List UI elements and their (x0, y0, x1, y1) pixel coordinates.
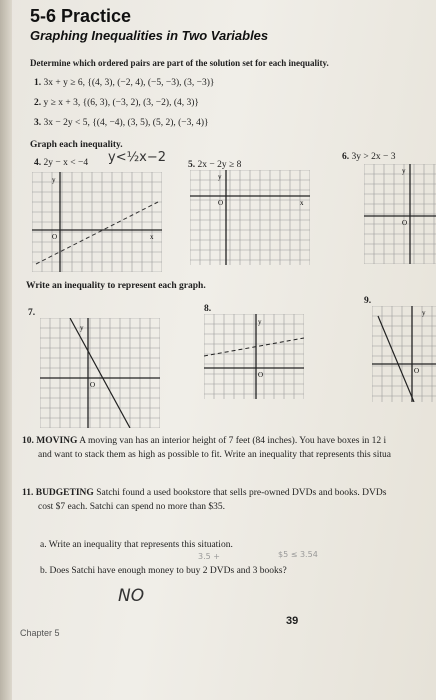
origin-label: O (402, 219, 408, 227)
y-axis-label: y (52, 176, 56, 184)
problem-10-line-2: and want to stack them as high as possible to fit. Write an inequality that represents this situa (38, 450, 391, 460)
problem-heading: MOVING (36, 436, 78, 446)
exercise-text: 3y > 2x − 3 (351, 152, 396, 162)
origin-label: O (258, 371, 264, 379)
page-number: 39 (286, 615, 299, 627)
section1-instruction: Determine which ordered pairs are part of the solution set for each inequality. (30, 58, 329, 68)
exercise-6 (342, 152, 395, 162)
exercise-text: 2x − 2y ≥ 8 (197, 160, 242, 170)
graph-5 (190, 170, 310, 265)
problem-10-line-1 (22, 436, 386, 446)
exercise-7-number: 7. (28, 308, 36, 318)
exercise-text: 3x + y ≥ 6, {(4, 3), (−2, 4), (−5, −3), (3, −3)} (43, 78, 215, 88)
exercise-text: y ≥ x + 3, {(6, 3), (−3, 2), (3, −2), (4, 3)} (43, 98, 199, 108)
problem-text: A moving van has an interior height of 7 feet (84 inches). You have boxes in 12 i (79, 436, 387, 446)
handwritten-note-2: $5 ≤ 3.54 (278, 550, 318, 559)
exercise-text: 3x − 2y < 5, {(4, −4), (3, 5), (5, 2), (−3, 4)} (43, 118, 209, 128)
handwritten-answer: NO (118, 586, 145, 606)
y-axis-label: y (258, 318, 262, 326)
problem-text: Satchi found a used bookstore that sells pre-owned DVDs and books. DVDs (96, 488, 387, 498)
exercise-number: 2. (34, 98, 42, 108)
y-axis-label: y (80, 324, 84, 332)
problem-11-part-b: b. Does Satchi have enough money to buy 2 DVDs and 3 books? (40, 566, 287, 576)
exercise-9-number: 9. (364, 296, 372, 306)
exercise-3 (34, 118, 209, 128)
y-axis-label: y (218, 173, 222, 181)
exercise-5 (188, 160, 241, 170)
exercise-1 (34, 78, 214, 88)
section2-instruction: Graph each inequality. (30, 140, 123, 150)
graph-7 (40, 318, 160, 428)
exercise-number: 5. (188, 160, 196, 170)
graph-4 (32, 172, 162, 272)
page-subtitle: Graphing Inequalities in Two Variables (30, 28, 269, 43)
y-axis-label: y (422, 309, 426, 317)
handwritten-note-1: 3.5 + (198, 552, 220, 561)
page-title: 5-6 Practice (30, 6, 132, 26)
exercise-number: 4. (34, 158, 42, 168)
exercise-text: 2y − x < −4 (43, 158, 89, 168)
problem-11-part-a: a. Write an inequality that represents this situation. (40, 540, 233, 550)
chapter-label: Chapter 5 (20, 628, 60, 638)
problem-number: 10. (22, 436, 34, 446)
origin-label: O (90, 381, 96, 389)
exercise-2 (34, 98, 199, 108)
problem-heading: BUDGETING (35, 488, 94, 498)
origin-label: O (218, 199, 224, 207)
binding-shadow (0, 0, 12, 700)
exercise-8-number: 8. (204, 304, 212, 314)
handwritten-slope-form: y<½x−2 (108, 150, 167, 165)
y-axis-label: y (402, 167, 406, 175)
problem-11-line-2: cost $7 each. Satchi can spend no more than $35. (38, 502, 226, 512)
origin-label: O (414, 367, 420, 375)
x-axis-label: x (150, 233, 154, 241)
graph-8 (204, 314, 304, 399)
exercise-number: 3. (34, 118, 42, 128)
problem-number: 11. (22, 488, 34, 498)
exercise-number: 1. (34, 78, 42, 88)
section3-instruction: Write an inequality to represent each graph. (26, 281, 206, 291)
origin-label: O (52, 233, 58, 241)
x-axis-label: x (300, 199, 304, 207)
graph-9 (372, 306, 436, 402)
graph-6 (364, 164, 436, 264)
problem-11-line-1 (22, 488, 386, 498)
exercise-number: 6. (342, 152, 350, 162)
exercise-4 (34, 158, 88, 168)
